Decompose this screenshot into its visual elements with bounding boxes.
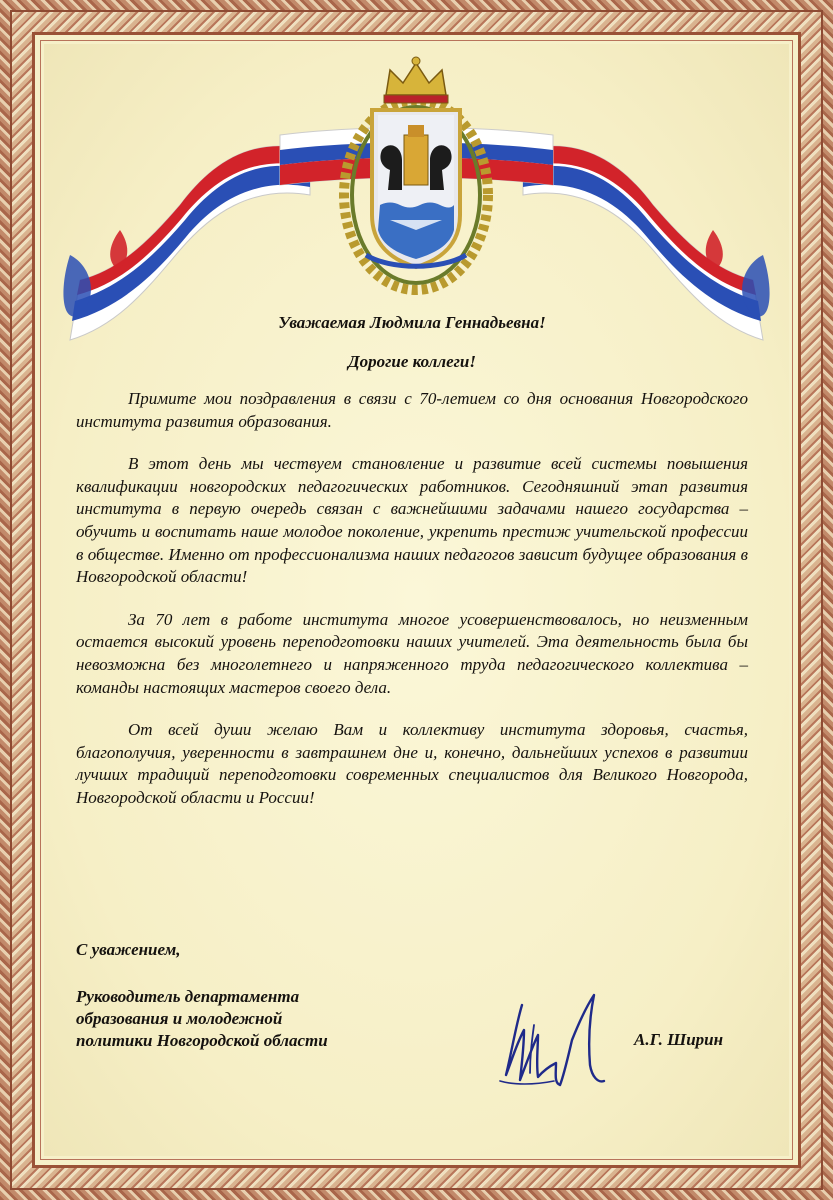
paragraph: От всей души желаю Вам и коллективу института здоровья, счастья, благополучия, уверенности в завтрашнем дне и, конечно, дальнейших успехов в развитии лучших традиций переподготовки современных специалистов для Великого Новгорода, Новгородской области и России! <box>76 720 748 807</box>
letter-body <box>76 310 748 810</box>
position-line: Руководитель департамента <box>76 987 300 1006</box>
position-line: политики Новгородской области <box>76 1031 328 1050</box>
salutation-secondary: Дорогие коллеги! <box>347 352 477 371</box>
signer-position <box>76 986 406 1052</box>
paragraph: В этот день мы чествуем становление и развитие всей системы повышения квалификации новгородских педагогических работников. Сегодняшний этап развития института в первую очередь связан с важнейшими задачами нашего государства – обучить и воспитать наше молодое поколение, укрепить престиж учительской профессии в обществе. Именно от профессионализма наших педагогов зависит будущее образования в Новгородской области! <box>76 454 748 587</box>
closing: С уважением, <box>76 940 181 959</box>
paragraph: Примите мои поздравления в связи с 70-летием со дня основания Новгородского института развития образования. <box>76 389 748 431</box>
salutation-primary: Уважаемая Людмила Геннадьевна! <box>278 313 546 332</box>
position-line: образования и молодежной <box>76 1009 283 1028</box>
signer-name: А.Г. Ширин <box>634 1030 724 1049</box>
tricolor-ribbon-icon <box>60 55 773 345</box>
handwritten-signature-icon <box>494 985 624 1095</box>
paragraph: За 70 лет в работе института многое усовершенствовалось, но неизменным остается высокий уровень переподготовки наших учителей. Эта деятельность была бы невозможна без многолетнего и напряженного труда педагогического коллектива – команды настоящих мастеров своего дела. <box>76 609 748 697</box>
